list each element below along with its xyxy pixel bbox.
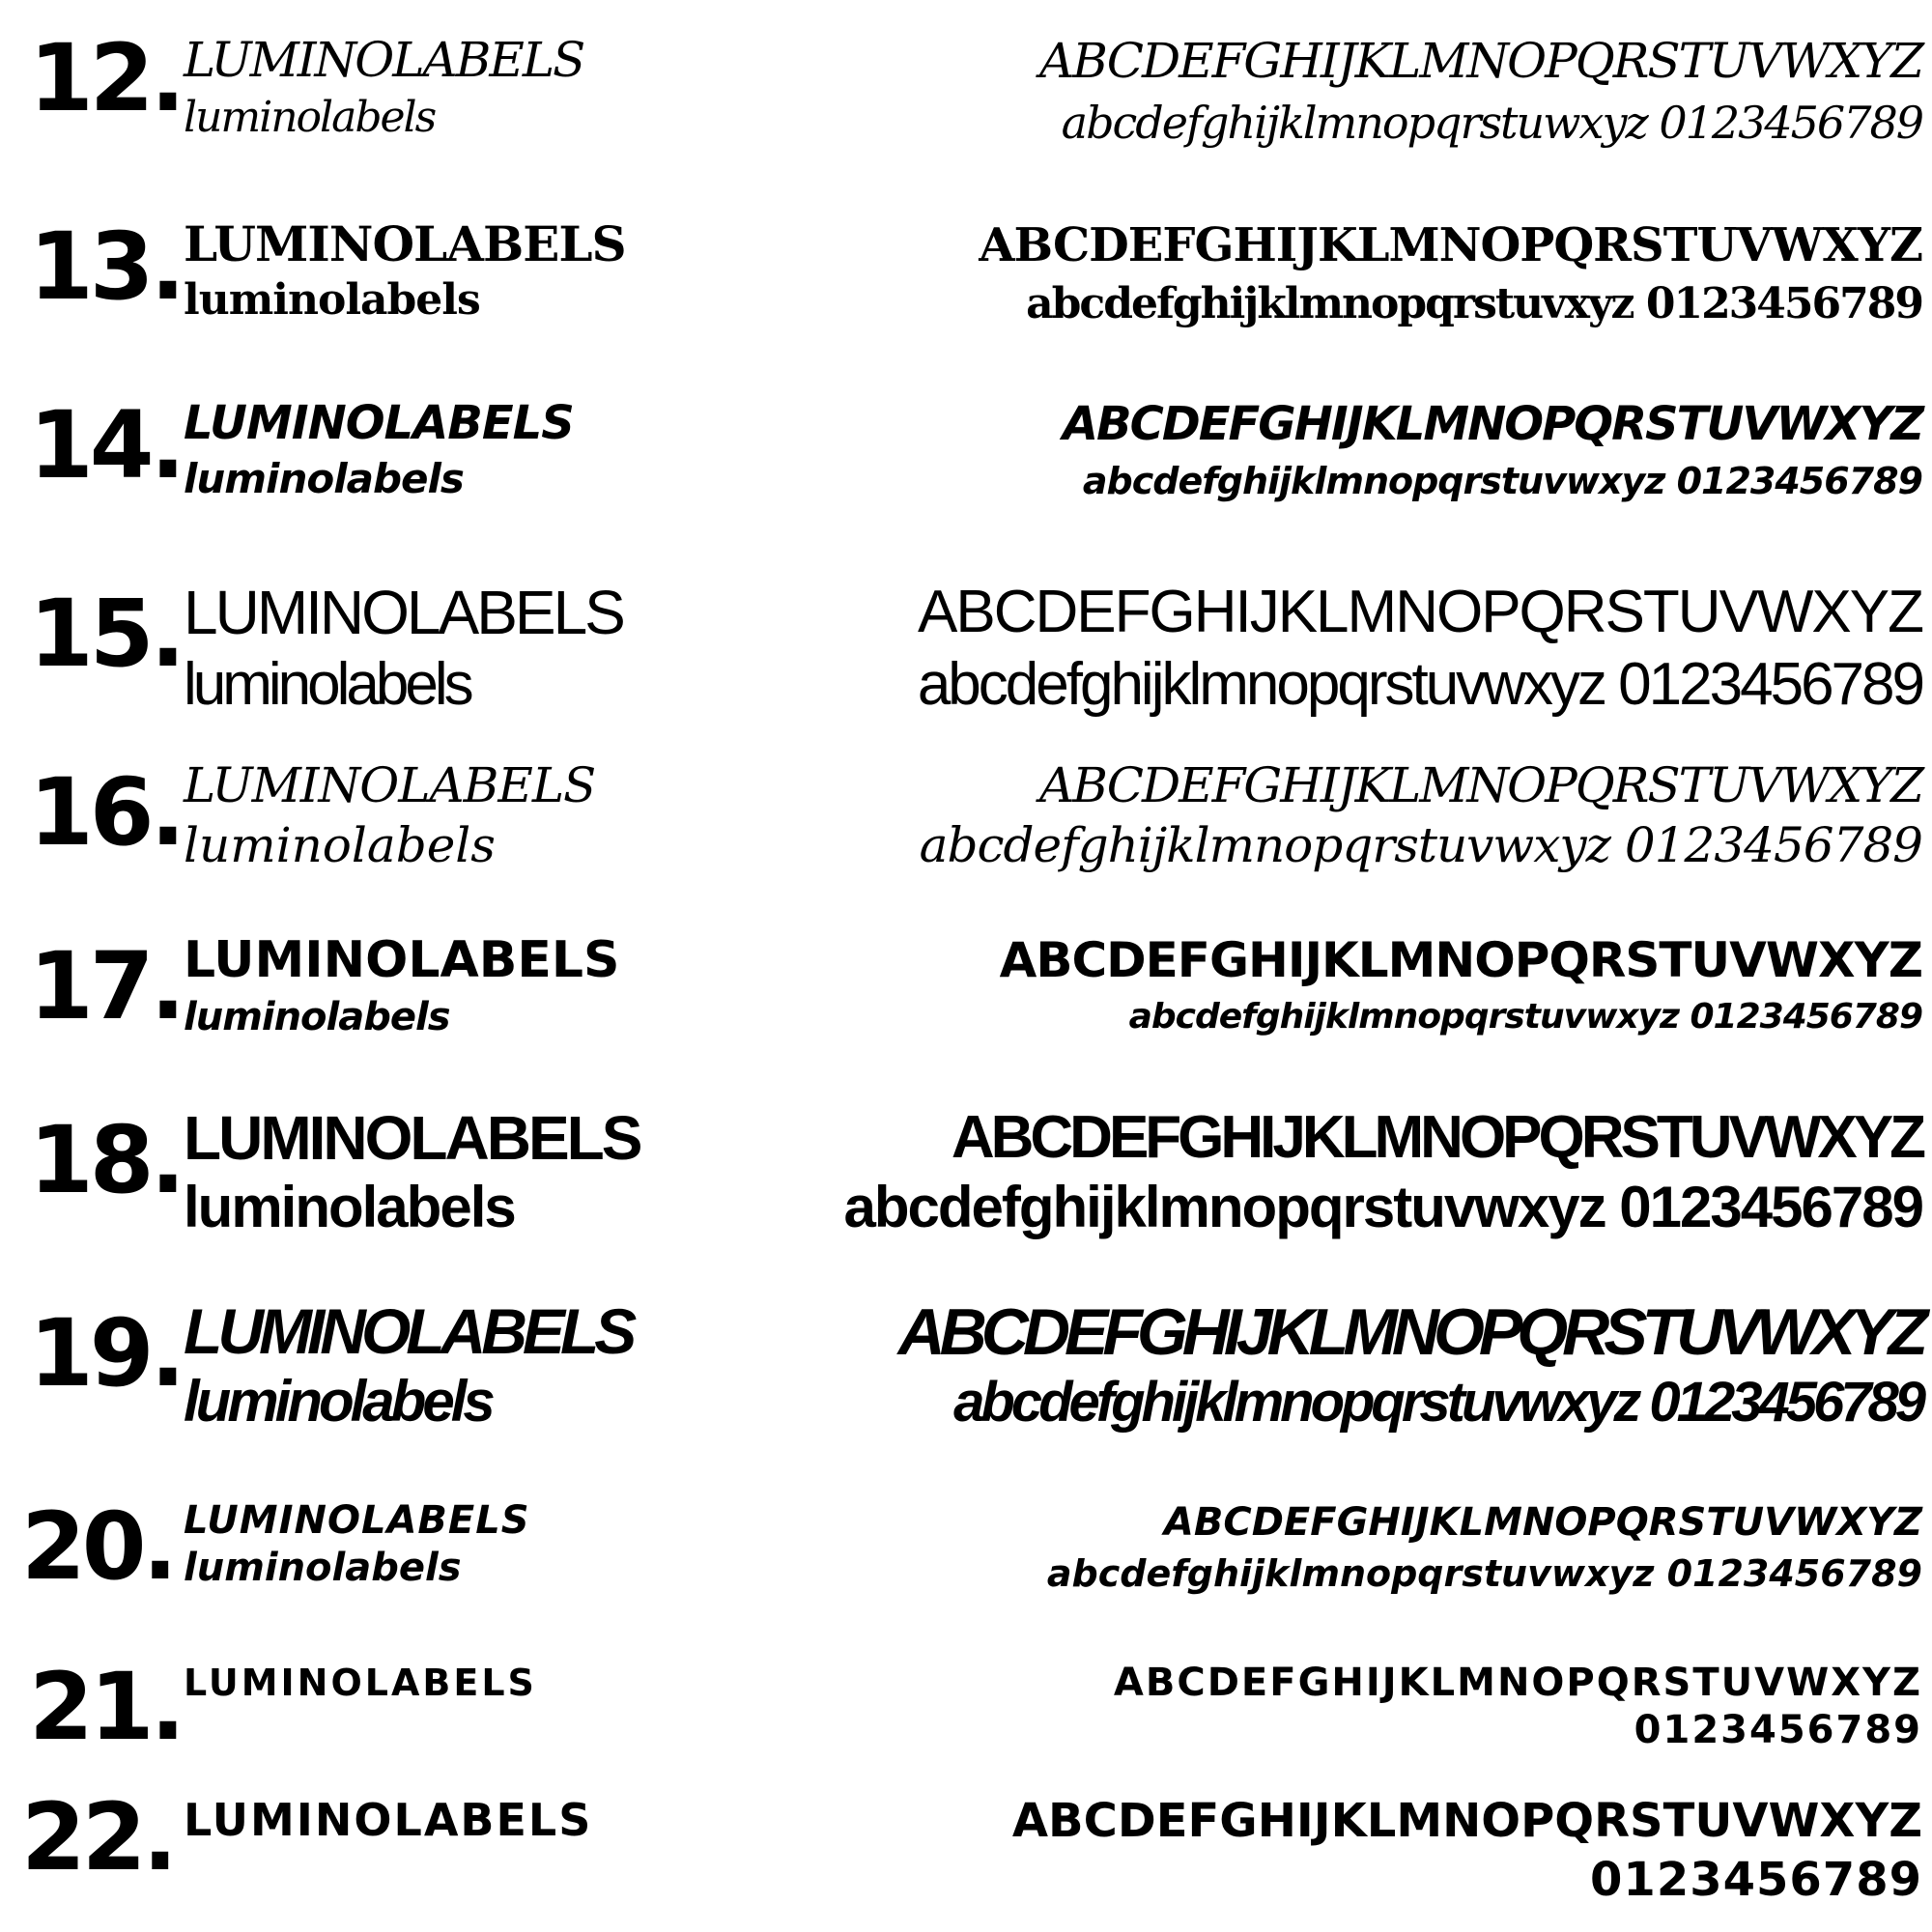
alphabet-uppercase: ABCDEFGHIJKLMNOPQRSTUVWXYZ <box>1062 397 1922 451</box>
font-character-set <box>918 576 1922 721</box>
name-uppercase: LUMINOLABELS <box>184 931 620 989</box>
name-lowercase: luminolabels <box>184 1369 492 1434</box>
name-uppercase: LUMINOLABELS <box>184 757 596 813</box>
alphabet-lowercase-digits: abcdefghijklmnopqrstuvwxyz 0123456789 <box>1046 1552 1922 1595</box>
alphabet-uppercase: ABCDEFGHIJKLMNOPQRSTUVWXYZ <box>1011 1794 1922 1848</box>
font-number: 18. <box>29 1106 183 1214</box>
font-character-set <box>1047 1496 1922 1599</box>
name-lowercase: luminolabels <box>184 817 496 873</box>
font-number: 22. <box>20 1783 174 1891</box>
alphabet-lowercase-digits: abcdefghijklmnopqrstuwxyz 0123456789 <box>1061 97 1922 149</box>
name-lowercase: luminolabels <box>184 1546 462 1590</box>
alphabet-lowercase-digits: abcdefghijklmnopqrstuvwxyz 0123456789 <box>1082 460 1922 502</box>
font-character-set <box>1039 29 1922 153</box>
digits: 0123456789 <box>1634 1708 1922 1752</box>
alphabet-uppercase: ABCDEFGHIJKLMNOPQRSTUVWXYZ <box>1038 33 1922 89</box>
name-uppercase: LUMINOLABELS <box>184 1295 633 1367</box>
font-number: 19. <box>29 1299 183 1407</box>
name-lowercase: luminolabels <box>184 651 470 718</box>
font-character-set <box>1063 393 1922 507</box>
alphabet-uppercase: ABCDEFGHIJKLMNOPQRSTUVWXYZ <box>1163 1500 1922 1545</box>
name-uppercase: LUMINOLABELS <box>184 578 623 647</box>
font-number: 21. <box>29 1653 183 1761</box>
alphabet-uppercase: ABCDEFGHIJKLMNOPQRSTUVWXYZ <box>918 579 1922 645</box>
name-lowercase: luminolabels <box>184 455 464 502</box>
alphabet-lowercase-digits: abcdefghijklmnopqrstuvxyz 0123456789 <box>1026 279 1922 328</box>
font-name-sample <box>184 1791 592 1849</box>
font-number: 17. <box>29 932 183 1040</box>
font-number: 20. <box>20 1492 174 1601</box>
name-lowercase: luminolabels <box>184 275 480 325</box>
font-name-sample <box>184 1295 632 1436</box>
font-character-set <box>1000 928 1922 1042</box>
alphabet-lowercase-digits: abcdefghijklmnopqrstuvwxyz 0123456789 <box>953 1371 1922 1434</box>
font-name-sample <box>184 1102 639 1241</box>
digits: 0123456789 <box>1590 1853 1922 1907</box>
name-lowercase: luminolabels <box>184 93 436 142</box>
font-number: 14. <box>29 391 183 499</box>
name-uppercase: LUMINOLABELS <box>184 1498 530 1543</box>
font-character-set <box>1012 1791 1922 1909</box>
name-lowercase: luminolabels <box>184 1175 515 1239</box>
font-character-set <box>979 214 1922 332</box>
alphabet-uppercase: ABCDEFGHIJKLMNOPQRSTUVWXYZ <box>979 218 1922 272</box>
font-name-sample <box>184 1659 537 1707</box>
font-number: 15. <box>29 580 183 688</box>
font-number: 16. <box>29 758 183 867</box>
font-character-set <box>843 1102 1922 1241</box>
alphabet-lowercase-digits: abcdefghijklmnopqrstuvwxyz 0123456789 <box>917 651 1922 718</box>
name-uppercase: LUMINOLABELS <box>184 1103 640 1173</box>
font-character-set <box>898 1295 1922 1436</box>
name-uppercase: LUMINOLABELS <box>184 32 584 88</box>
alphabet-lowercase-digits: abcdefghijklmnopqrstuvwxyz 0123456789 <box>919 817 1922 873</box>
name-uppercase: LUMINOLABELS <box>184 215 626 272</box>
font-number: 12. <box>29 24 183 132</box>
name-uppercase: LUMINOLABELS <box>184 1794 593 1846</box>
alphabet-lowercase-digits: abcdefghijklmnopqrstuvwxyz 0123456789 <box>843 1175 1922 1239</box>
font-name-sample <box>184 754 595 874</box>
font-character-set <box>1114 1659 1922 1753</box>
font-name-sample <box>184 1496 530 1591</box>
font-name-sample <box>184 928 619 1042</box>
font-name-sample <box>184 214 626 327</box>
alphabet-uppercase: ABCDEFGHIJKLMNOPQRSTUVWXYZ <box>897 1295 1922 1369</box>
name-lowercase: luminolabels <box>184 995 450 1039</box>
alphabet-uppercase: ABCDEFGHIJKLMNOPQRSTUVWXYZ <box>1113 1661 1922 1705</box>
font-name-sample <box>184 393 574 505</box>
name-uppercase: LUMINOLABELS <box>184 396 574 450</box>
alphabet-uppercase: ABCDEFGHIJKLMNOPQRSTUVWXYZ <box>999 932 1922 988</box>
alphabet-lowercase-digits: abcdefghijklmnopqrstuvwxyz 0123456789 <box>1128 997 1922 1037</box>
name-uppercase: LUMINOLABELS <box>184 1662 537 1704</box>
font-number: 13. <box>29 213 183 321</box>
alphabet-uppercase: ABCDEFGHIJKLMNOPQRSTUVWXYZ <box>951 1104 1922 1171</box>
alphabet-uppercase: ABCDEFGHIJKLMNOPQRSTUVWXYZ <box>1038 757 1922 813</box>
font-name-sample <box>184 576 623 721</box>
font-name-sample <box>184 29 583 145</box>
font-character-set <box>920 754 1922 874</box>
